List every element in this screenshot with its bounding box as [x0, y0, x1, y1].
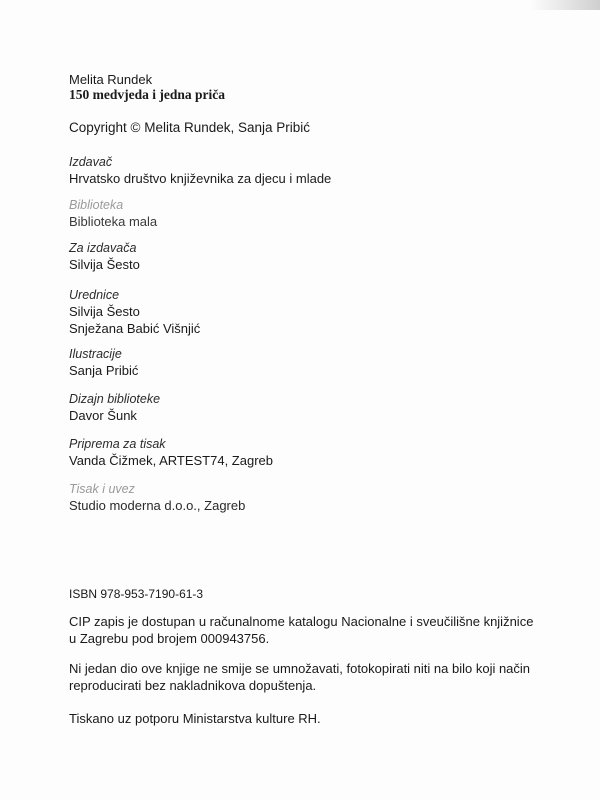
- credit-illustrations: [69, 347, 138, 379]
- credit-value: Silvija Šesto: [69, 257, 140, 272]
- credit-value: Biblioteka mala: [69, 214, 158, 229]
- isbn: ISBN 978-953-7190-61-3: [69, 587, 204, 601]
- credit-value: Davor Šunk: [69, 408, 137, 423]
- credit-prepress: [69, 437, 273, 469]
- credit-value: Snježana Babić Višnjić: [69, 321, 201, 336]
- copyright-line: Copyright © Melita Rundek, Sanja Pribić: [69, 120, 311, 135]
- author-name: Melita Rundek: [69, 72, 153, 87]
- credit-value: Vanda Čižmek, ARTEST74, Zagreb: [69, 453, 274, 468]
- credit-label: Priprema za tisak: [69, 437, 166, 451]
- credit-label: Za izdavača: [69, 241, 137, 255]
- support-notice: Tiskano uz potporu Ministarstva kulture RH.: [69, 711, 321, 726]
- credit-label: Tisak i uvez: [69, 482, 135, 496]
- credit-series: [69, 198, 157, 230]
- credit-label: Urednice: [69, 288, 120, 302]
- credit-label: Ilustracije: [69, 347, 122, 361]
- rights-notice: Ni jedan dio ove knjige ne smije se umnožavati, fotokopirati niti na bilo koji način reproducirati bez nakladnikova dopuštenja.: [69, 661, 531, 693]
- cip-notice: CIP zapis je dostupan u računalnome katalogu Nacionalne i sveučilišne knjižnice u Zagrebu pod brojem 000943756.: [69, 614, 534, 646]
- credit-printing: [69, 482, 245, 514]
- credit-editors: [69, 288, 200, 337]
- book-title: 150 medvjeda i jedna priča: [69, 87, 225, 102]
- credit-for-publisher: [69, 241, 140, 273]
- credit-value: Studio moderna d.o.o., Zagreb: [69, 498, 246, 513]
- credit-publisher: [69, 155, 331, 187]
- credit-label: Izdavač: [69, 155, 113, 169]
- credit-label: Dizajn biblioteke: [69, 392, 161, 406]
- credit-series-design: [69, 392, 160, 424]
- credit-label: Biblioteka: [69, 198, 124, 212]
- credit-value: Sanja Pribić: [69, 363, 139, 378]
- scan-shadow: [530, 0, 600, 10]
- credit-value: Hrvatsko društvo književnika za djecu i mlade: [69, 171, 332, 186]
- credit-value: Silvija Šesto: [69, 304, 140, 319]
